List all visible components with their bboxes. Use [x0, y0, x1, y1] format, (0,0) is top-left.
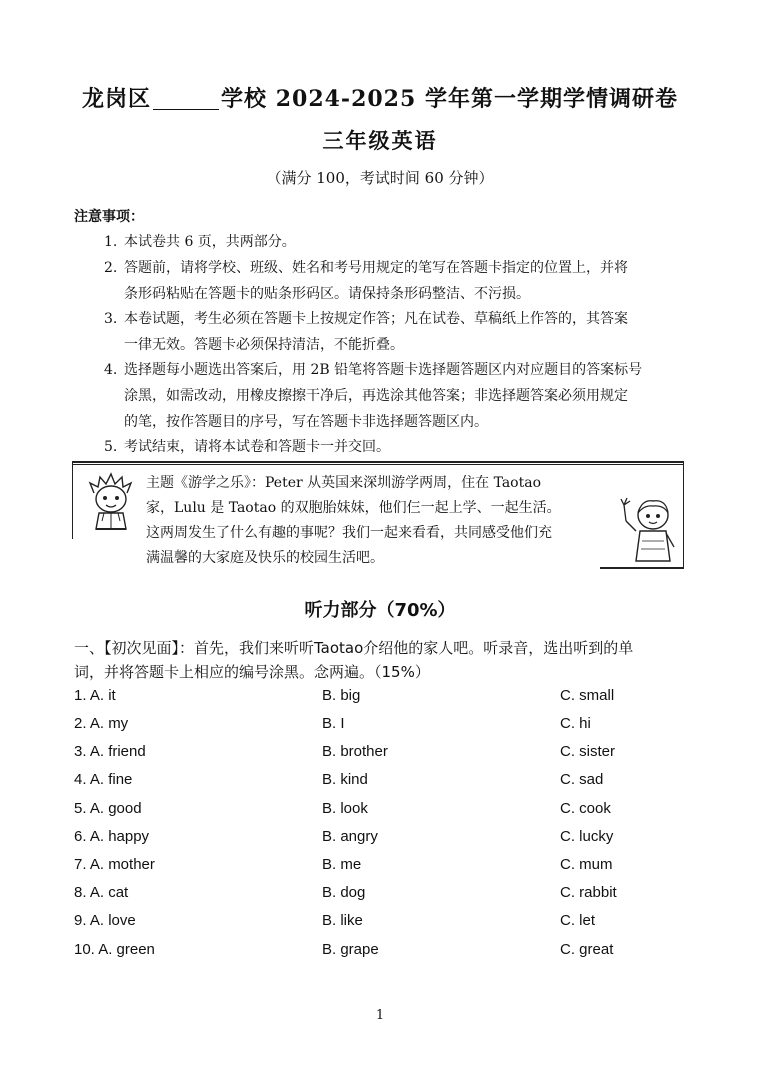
question-row [74, 856, 714, 880]
note-item [104, 255, 684, 307]
theme-box [72, 461, 684, 571]
theme-left-rule [72, 461, 73, 539]
option-a: 10. A. green [74, 941, 155, 958]
option-a: 7. A. mother [74, 856, 155, 873]
theme-line: 满温馨的大家庭及快乐的校园生活吧。 [146, 550, 384, 566]
question-row [74, 715, 714, 739]
theme-paragraph [146, 471, 616, 571]
note-number: 2. [104, 260, 118, 276]
theme-line: 主题《游学之乐》：Peter 从英国来深圳游学两周，住在 Taotao [146, 475, 542, 491]
option-a: 4. A. fine [74, 771, 133, 788]
option-b: B. like [322, 912, 363, 929]
score-info: （满分 100，考试时间 60 分钟） [266, 169, 494, 187]
school-name-blank [153, 87, 219, 110]
question-row [74, 800, 714, 824]
option-b: B. kind [322, 771, 368, 788]
option-c: C. let [560, 912, 596, 929]
note-number: 3. [104, 311, 118, 327]
title-rest: 学校 2024-2025 学年第一学期学情调研卷 [221, 86, 678, 112]
note-item [104, 306, 684, 358]
option-c: C. sister [560, 743, 616, 760]
option-b: B. angry [322, 828, 378, 845]
theme-right-rule [683, 461, 684, 569]
question1-instruction [74, 636, 694, 684]
girl-cartoon-illustration [620, 491, 678, 565]
theme-top-rule [72, 461, 684, 463]
option-b: B. brother [322, 743, 388, 760]
page-number: 1 [375, 1008, 385, 1023]
note-text: 答题前，请将学校、班级、姓名和考号用规定的笔写在答题卡指定的位置上，并将 [124, 260, 628, 276]
note-text: 条形码粘贴在答题卡的贴条形码区。请保持条形码整洁、不污损。 [124, 286, 530, 302]
note-number: 5. [104, 439, 118, 455]
option-c: C. lucky [560, 828, 614, 845]
option-a: 2. A. my [74, 715, 129, 732]
option-c: C. hi [560, 715, 591, 732]
option-b: B. I [322, 715, 345, 732]
option-a: 6. A. happy [74, 828, 150, 845]
instruction-line: 一、【初次见面】：首先，我们来听听Taotao介绍他的家人吧。听录音，选出听到的单 [74, 639, 634, 657]
option-a: 8. A. cat [74, 884, 129, 901]
question-row [74, 771, 714, 795]
boy-cartoon-illustration [82, 471, 140, 533]
option-b: B. grape [322, 941, 379, 958]
section-title: 听力部分（70%） [304, 600, 456, 621]
option-b: B. big [322, 687, 361, 704]
note-text: 一律无效。答题卡必须保持清洁，不能折叠。 [124, 337, 404, 353]
exam-title [0, 82, 760, 113]
note-text: 考试结束，请将本试卷和答题卡一并交回。 [124, 439, 390, 455]
notes-heading: 注意事项： [74, 209, 144, 225]
option-a: 9. A. love [74, 912, 136, 929]
question-row [74, 941, 714, 965]
title-district: 龙岗区 [82, 86, 152, 112]
option-c: C. great [560, 941, 614, 958]
question-row [74, 912, 714, 936]
note-text: 本试卷共 6 页，共两部分。 [124, 234, 296, 250]
question-row [74, 884, 714, 908]
option-b: B. me [322, 856, 362, 873]
theme-line: 家，Lulu 是 Taotao 的双胞胎妹妹，他们仨一起上学、一起生活。 [146, 500, 561, 516]
note-text: 涂黑，如需改动，用橡皮擦擦干净后，再选涂其他答案；非选择题答案必须用规定 [124, 388, 628, 404]
option-b: B. dog [322, 884, 366, 901]
theme-top-rule-thin [72, 464, 684, 465]
option-c: C. small [560, 687, 615, 704]
note-text: 的笔，按作答题目的序号，写在答题卡非选择题答题区内。 [124, 414, 488, 430]
note-number: 1. [104, 234, 118, 250]
note-text: 选择题每小题选出答案后，用 2B 铅笔将答题卡选择题答题区内对应题目的答案标号 [124, 362, 643, 378]
theme-line: 这两周发生了什么有趣的事呢？我们一起来看看，共同感受他们充 [146, 525, 552, 541]
option-c: C. cook [560, 800, 611, 817]
option-c: C. mum [560, 856, 613, 873]
note-item [104, 357, 684, 435]
option-a: 1. A. it [74, 687, 116, 704]
option-a: 5. A. good [74, 800, 142, 817]
question-row [74, 828, 714, 852]
note-item [104, 229, 684, 255]
note-item [104, 434, 684, 460]
question-row [74, 687, 714, 711]
option-a: 3. A. friend [74, 743, 146, 760]
option-c: C. rabbit [560, 884, 617, 901]
note-number: 4. [104, 362, 118, 378]
exam-subtitle: 三年级英语 [322, 128, 438, 153]
instruction-line: 词，并将答题卡上相应的编号涂黑。念两遍。（15%） [74, 663, 430, 681]
question-row [74, 743, 714, 767]
option-c: C. sad [560, 771, 604, 788]
option-b: B. look [322, 800, 368, 817]
note-text: 本卷试题，考生必须在答题卡上按规定作答；凡在试卷、草稿纸上作答的，其答案 [124, 311, 628, 327]
